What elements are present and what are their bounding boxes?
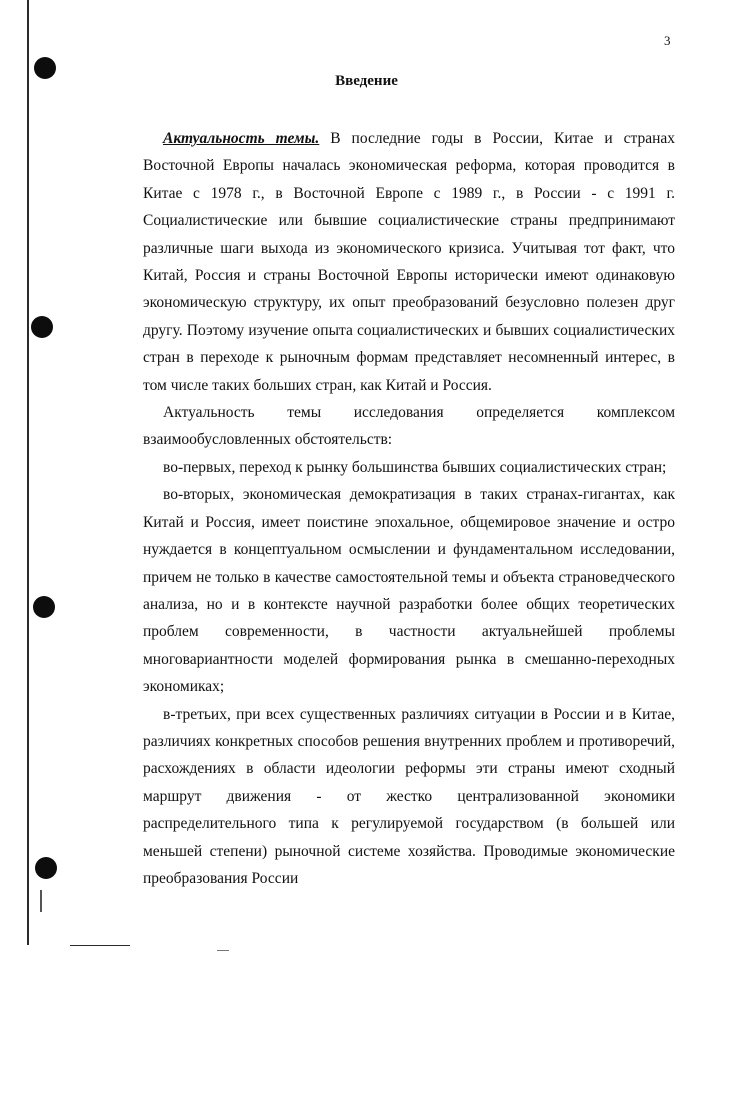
binder-hole-3: [33, 596, 55, 618]
paragraph-1: [143, 125, 675, 399]
paragraph-3: во-первых, переход к рынку большинства бывших социалистических стран;: [163, 458, 667, 476]
paragraph-4: во-вторых, экономическая демократизация в таких странах-гигантах, как Китай и Россия, имеет поистине эпохальное, общемировое значение и остро нуждается в концептуальном осмыслении и фундаментальном исследовании, причем не только в качестве самостоятельной темы и объекта страноведческого анализа, но и в контексте научной разработки более общих теоретических проблем современности, в частности актуальнейшей проблемы многовариантности моделей формирования рынка в смешанно-переходных экономиках;: [143, 486, 675, 696]
body-text: [143, 125, 675, 892]
paragraph-lead: Актуальность темы.: [163, 130, 320, 147]
paragraph-1-text: В последние годы в России, Китае и странах Восточной Европы началась экономическая реформа, которая проводится в Китае с 1978 г., в Восточной Европе с 1989 г., в России - с 1991 г. Социалистические или бывшие социалистические страны предпринимают различные шаги выхода из экономического кризиса. Учитывая тот факт, что Китай, Россия и страны Восточной Европы исторически имеют одинаковую экономическую структуру, их опыт преобразований безусловно полезен друг другу. Поэтому изучение опыта социалистических и бывших социалистических стран в переходе к рыночным формам представляет несомненный интерес, в том числе таких больших стран, как Китай и Россия.: [143, 130, 675, 394]
page-number: 3: [664, 33, 671, 48]
paragraph-5: в-третьих, при всех существенных различиях ситуации в России и в Китае, различиях конкретных способов решения внутренних проблем и противоречий, расхождениях в области идеологии реформы эти страны имеют сходный маршрут движения - от жестко централизованной экономики распределительного типа к регулируемой государством (в большей или меньшей степени) рыночной системе хозяйства. Проводимые экономические преобразования России: [143, 705, 675, 887]
margin-mark: [40, 890, 42, 912]
scan-edge-line: [27, 0, 29, 945]
footnote-rule: [70, 945, 130, 946]
scan-mark: [217, 950, 229, 951]
page-title: Введение: [335, 73, 398, 89]
paragraph-2: Актуальность темы исследования определяется комплексом взаимообусловленных обстоятельств:: [143, 404, 675, 449]
binder-hole-4: [35, 857, 57, 879]
binder-hole-2: [31, 316, 53, 338]
